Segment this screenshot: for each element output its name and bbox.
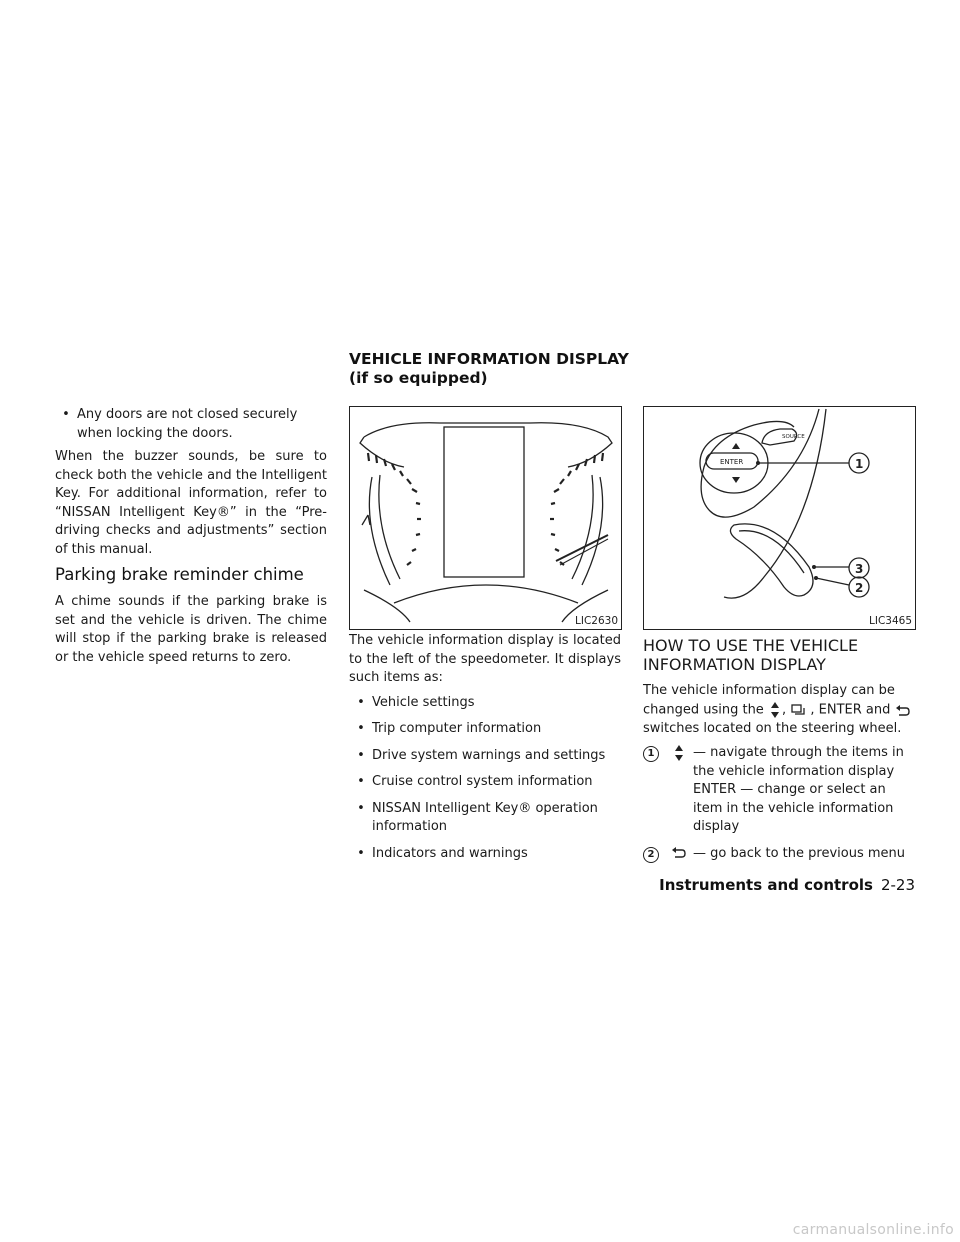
bullet-dot: • xyxy=(62,407,70,422)
list-item-text: Drive system warnings and settings xyxy=(372,747,606,763)
up-down-arrow-icon xyxy=(768,701,782,719)
intro-text-c: , ENTER and xyxy=(810,702,891,717)
column-2 xyxy=(349,632,621,871)
display-intro-paragraph: The vehicle information display is located to the left of the speedometer. It displays such items as: xyxy=(349,633,621,685)
callout-1: 1 xyxy=(855,457,864,471)
instrument-cluster-figure xyxy=(349,406,622,630)
intro-text-b: , xyxy=(781,702,787,717)
up-down-arrow-icon xyxy=(672,744,686,762)
item-text-a: — navigate through the items in the vehicle information display xyxy=(693,745,904,779)
list-item xyxy=(349,773,621,792)
section-title: VEHICLE INFORMATION DISPLAY (if so equipped) xyxy=(349,350,629,387)
how-to-intro xyxy=(643,682,915,738)
back-arrow-icon xyxy=(895,703,911,717)
back-arrow-icon xyxy=(671,845,687,859)
list-item-text: NISSAN Intelligent Key® operation information xyxy=(372,800,598,834)
list-item xyxy=(349,720,621,739)
list-item xyxy=(55,406,327,443)
list-item-text: Vehicle settings xyxy=(372,694,475,710)
list-item xyxy=(349,747,621,766)
list-item xyxy=(643,744,915,837)
column-1 xyxy=(55,406,327,673)
bullet-dot: • xyxy=(357,694,365,710)
parking-brake-paragraph: A chime sounds if the parking brake is set and the vehicle is driven. The chime will stop if the parking brake is released or the vehicle speed returns to zero. xyxy=(55,594,327,665)
instrument-cluster-illustration xyxy=(350,407,621,629)
bullet-dot: • xyxy=(357,800,365,816)
item-number-badge: 2 xyxy=(643,847,659,863)
page-number: 2-23 xyxy=(880,876,915,894)
list-item xyxy=(349,845,621,864)
item-text xyxy=(693,744,915,837)
figure-code: LIC3465 xyxy=(869,615,912,627)
intro-text-a: The vehicle information display can be changed using the xyxy=(643,683,895,717)
footer-section-title: Instruments and controls xyxy=(659,876,873,894)
item-number-badge: 1 xyxy=(643,746,659,762)
display-switch-icon xyxy=(790,703,806,717)
bullet-dot: • xyxy=(357,747,365,763)
list-item-text: Any doors are not closed securely when locking the doors. xyxy=(77,407,298,441)
source-button-label: SOURCE xyxy=(782,434,805,440)
callout-2: 2 xyxy=(855,581,864,595)
list-item xyxy=(349,800,621,837)
bullet-dot: • xyxy=(357,774,365,789)
watermark: carmanualsonline.info xyxy=(792,1222,954,1238)
list-item-text: Trip computer information xyxy=(372,721,542,736)
item-number xyxy=(643,845,665,866)
item-icon xyxy=(665,845,693,866)
list-item xyxy=(643,845,915,866)
how-to-heading: HOW TO USE THE VEHICLE INFORMATION DISPLAY xyxy=(643,636,859,674)
item-text: — go back to the previous menu xyxy=(693,845,905,861)
item-text-b: ENTER — change or select an item in the vehicle information display xyxy=(693,782,894,834)
bullet-dot: • xyxy=(357,721,365,736)
intro-text-d: switches located on the steering wheel. xyxy=(643,720,902,736)
item-number xyxy=(643,744,665,837)
steering-switch-figure xyxy=(643,406,916,630)
list-item-text: Cruise control system information xyxy=(372,774,593,789)
steering-switch-illustration xyxy=(644,407,915,629)
callout-3: 3 xyxy=(855,562,864,576)
bullet-dot: • xyxy=(357,845,365,861)
page-footer xyxy=(659,876,915,894)
list-item-text: Indicators and warnings xyxy=(372,845,528,861)
buzzer-paragraph: When the buzzer sounds, be sure to check both the vehicle and the Intelligent Key. For additional information, refer to “NISSAN Intelligent Key®” in the “Pre-driving checks and adjustments” section of this manual. xyxy=(55,449,327,557)
figure-code: LIC2630 xyxy=(575,615,618,627)
parking-brake-subheading: Parking brake reminder chime xyxy=(55,565,304,584)
item-icon xyxy=(665,744,693,837)
column-3 xyxy=(643,632,915,873)
enter-button-label: ENTER xyxy=(720,458,744,466)
list-item xyxy=(349,694,621,713)
